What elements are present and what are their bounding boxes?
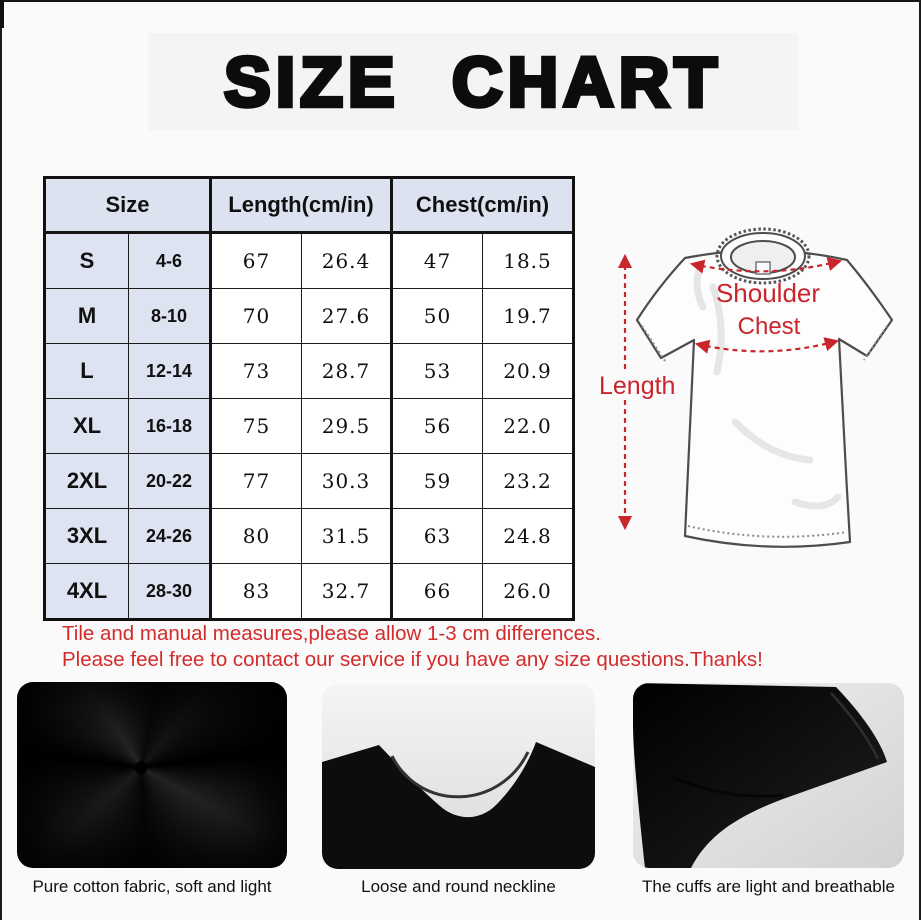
length-label: Length bbox=[599, 372, 676, 400]
cell-length_in: 31.5 bbox=[302, 509, 392, 564]
cell-length_in: 27.6 bbox=[302, 289, 392, 344]
cell-length_in: 28.7 bbox=[302, 344, 392, 399]
top-edge-line bbox=[0, 0, 921, 2]
cell-chest_in: 19.7 bbox=[483, 289, 574, 344]
size-table-header-row bbox=[45, 178, 574, 233]
cell-length_in: 30.3 bbox=[302, 454, 392, 509]
cell-age: 4-6 bbox=[129, 233, 211, 289]
page-title: SIZE CHART bbox=[224, 42, 722, 121]
cell-length_cm: 75 bbox=[211, 399, 302, 454]
cell-size: L bbox=[45, 344, 129, 399]
table-row bbox=[45, 564, 574, 620]
cell-chest_cm: 53 bbox=[392, 344, 483, 399]
measurement-notes bbox=[62, 621, 763, 673]
cell-chest_cm: 47 bbox=[392, 233, 483, 289]
cell-length_cm: 77 bbox=[211, 454, 302, 509]
chest-label: Chest bbox=[737, 313, 801, 340]
table-row bbox=[45, 289, 574, 344]
table-row bbox=[45, 509, 574, 564]
header-length: Length(cm/in) bbox=[211, 178, 392, 233]
cell-length_cm: 80 bbox=[211, 509, 302, 564]
tshirt-measurement-diagram bbox=[595, 212, 917, 568]
cell-length_in: 29.5 bbox=[302, 399, 392, 454]
cell-length_in: 32.7 bbox=[302, 564, 392, 620]
cell-chest_in: 24.8 bbox=[483, 509, 574, 564]
cell-chest_cm: 56 bbox=[392, 399, 483, 454]
cell-length_cm: 83 bbox=[211, 564, 302, 620]
note-line-1: Tile and manual measures,please allow 1-3 cm differences. bbox=[62, 622, 601, 645]
table-row bbox=[45, 399, 574, 454]
cell-chest_cm: 59 bbox=[392, 454, 483, 509]
table-row bbox=[45, 233, 574, 289]
cell-size: M bbox=[45, 289, 129, 344]
cell-size: 4XL bbox=[45, 564, 129, 620]
note-line-2: Please feel free to contact our service if you have any size questions.Thanks! bbox=[62, 648, 763, 671]
cuff-caption: The cuffs are light and breathable bbox=[642, 877, 895, 896]
cell-age: 24-26 bbox=[129, 509, 211, 564]
cell-chest_in: 23.2 bbox=[483, 454, 574, 509]
cuff-photo bbox=[633, 683, 904, 868]
left-edge-line bbox=[0, 0, 2, 920]
neckline-caption: Loose and round neckline bbox=[361, 877, 556, 896]
neckline-photo bbox=[322, 684, 595, 869]
fabric-swirl-photo bbox=[17, 682, 287, 868]
cell-age: 8-10 bbox=[129, 289, 211, 344]
cell-age: 12-14 bbox=[129, 344, 211, 399]
size-table-body bbox=[45, 233, 574, 620]
cell-chest_in: 26.0 bbox=[483, 564, 574, 620]
table-row bbox=[45, 344, 574, 399]
cell-chest_in: 18.5 bbox=[483, 233, 574, 289]
cell-length_cm: 73 bbox=[211, 344, 302, 399]
cell-chest_cm: 66 bbox=[392, 564, 483, 620]
cell-length_cm: 67 bbox=[211, 233, 302, 289]
cell-age: 28-30 bbox=[129, 564, 211, 620]
shoulder-label: Shoulder bbox=[715, 278, 821, 308]
fabric-caption: Pure cotton fabric, soft and light bbox=[32, 877, 272, 896]
cell-age: 16-18 bbox=[129, 399, 211, 454]
cell-age: 20-22 bbox=[129, 454, 211, 509]
cell-chest_cm: 50 bbox=[392, 289, 483, 344]
cell-chest_in: 20.9 bbox=[483, 344, 574, 399]
cell-size: 2XL bbox=[45, 454, 129, 509]
cell-size: XL bbox=[45, 399, 129, 454]
title-band bbox=[148, 33, 798, 130]
cell-length_in: 26.4 bbox=[302, 233, 392, 289]
header-size: Size bbox=[45, 178, 211, 233]
cell-size: 3XL bbox=[45, 509, 129, 564]
left-edge-cap bbox=[0, 0, 4, 28]
size-table bbox=[43, 176, 575, 621]
table-row bbox=[45, 454, 574, 509]
cell-length_cm: 70 bbox=[211, 289, 302, 344]
header-chest: Chest(cm/in) bbox=[392, 178, 574, 233]
cell-size: S bbox=[45, 233, 129, 289]
cell-chest_in: 22.0 bbox=[483, 399, 574, 454]
cell-chest_cm: 63 bbox=[392, 509, 483, 564]
